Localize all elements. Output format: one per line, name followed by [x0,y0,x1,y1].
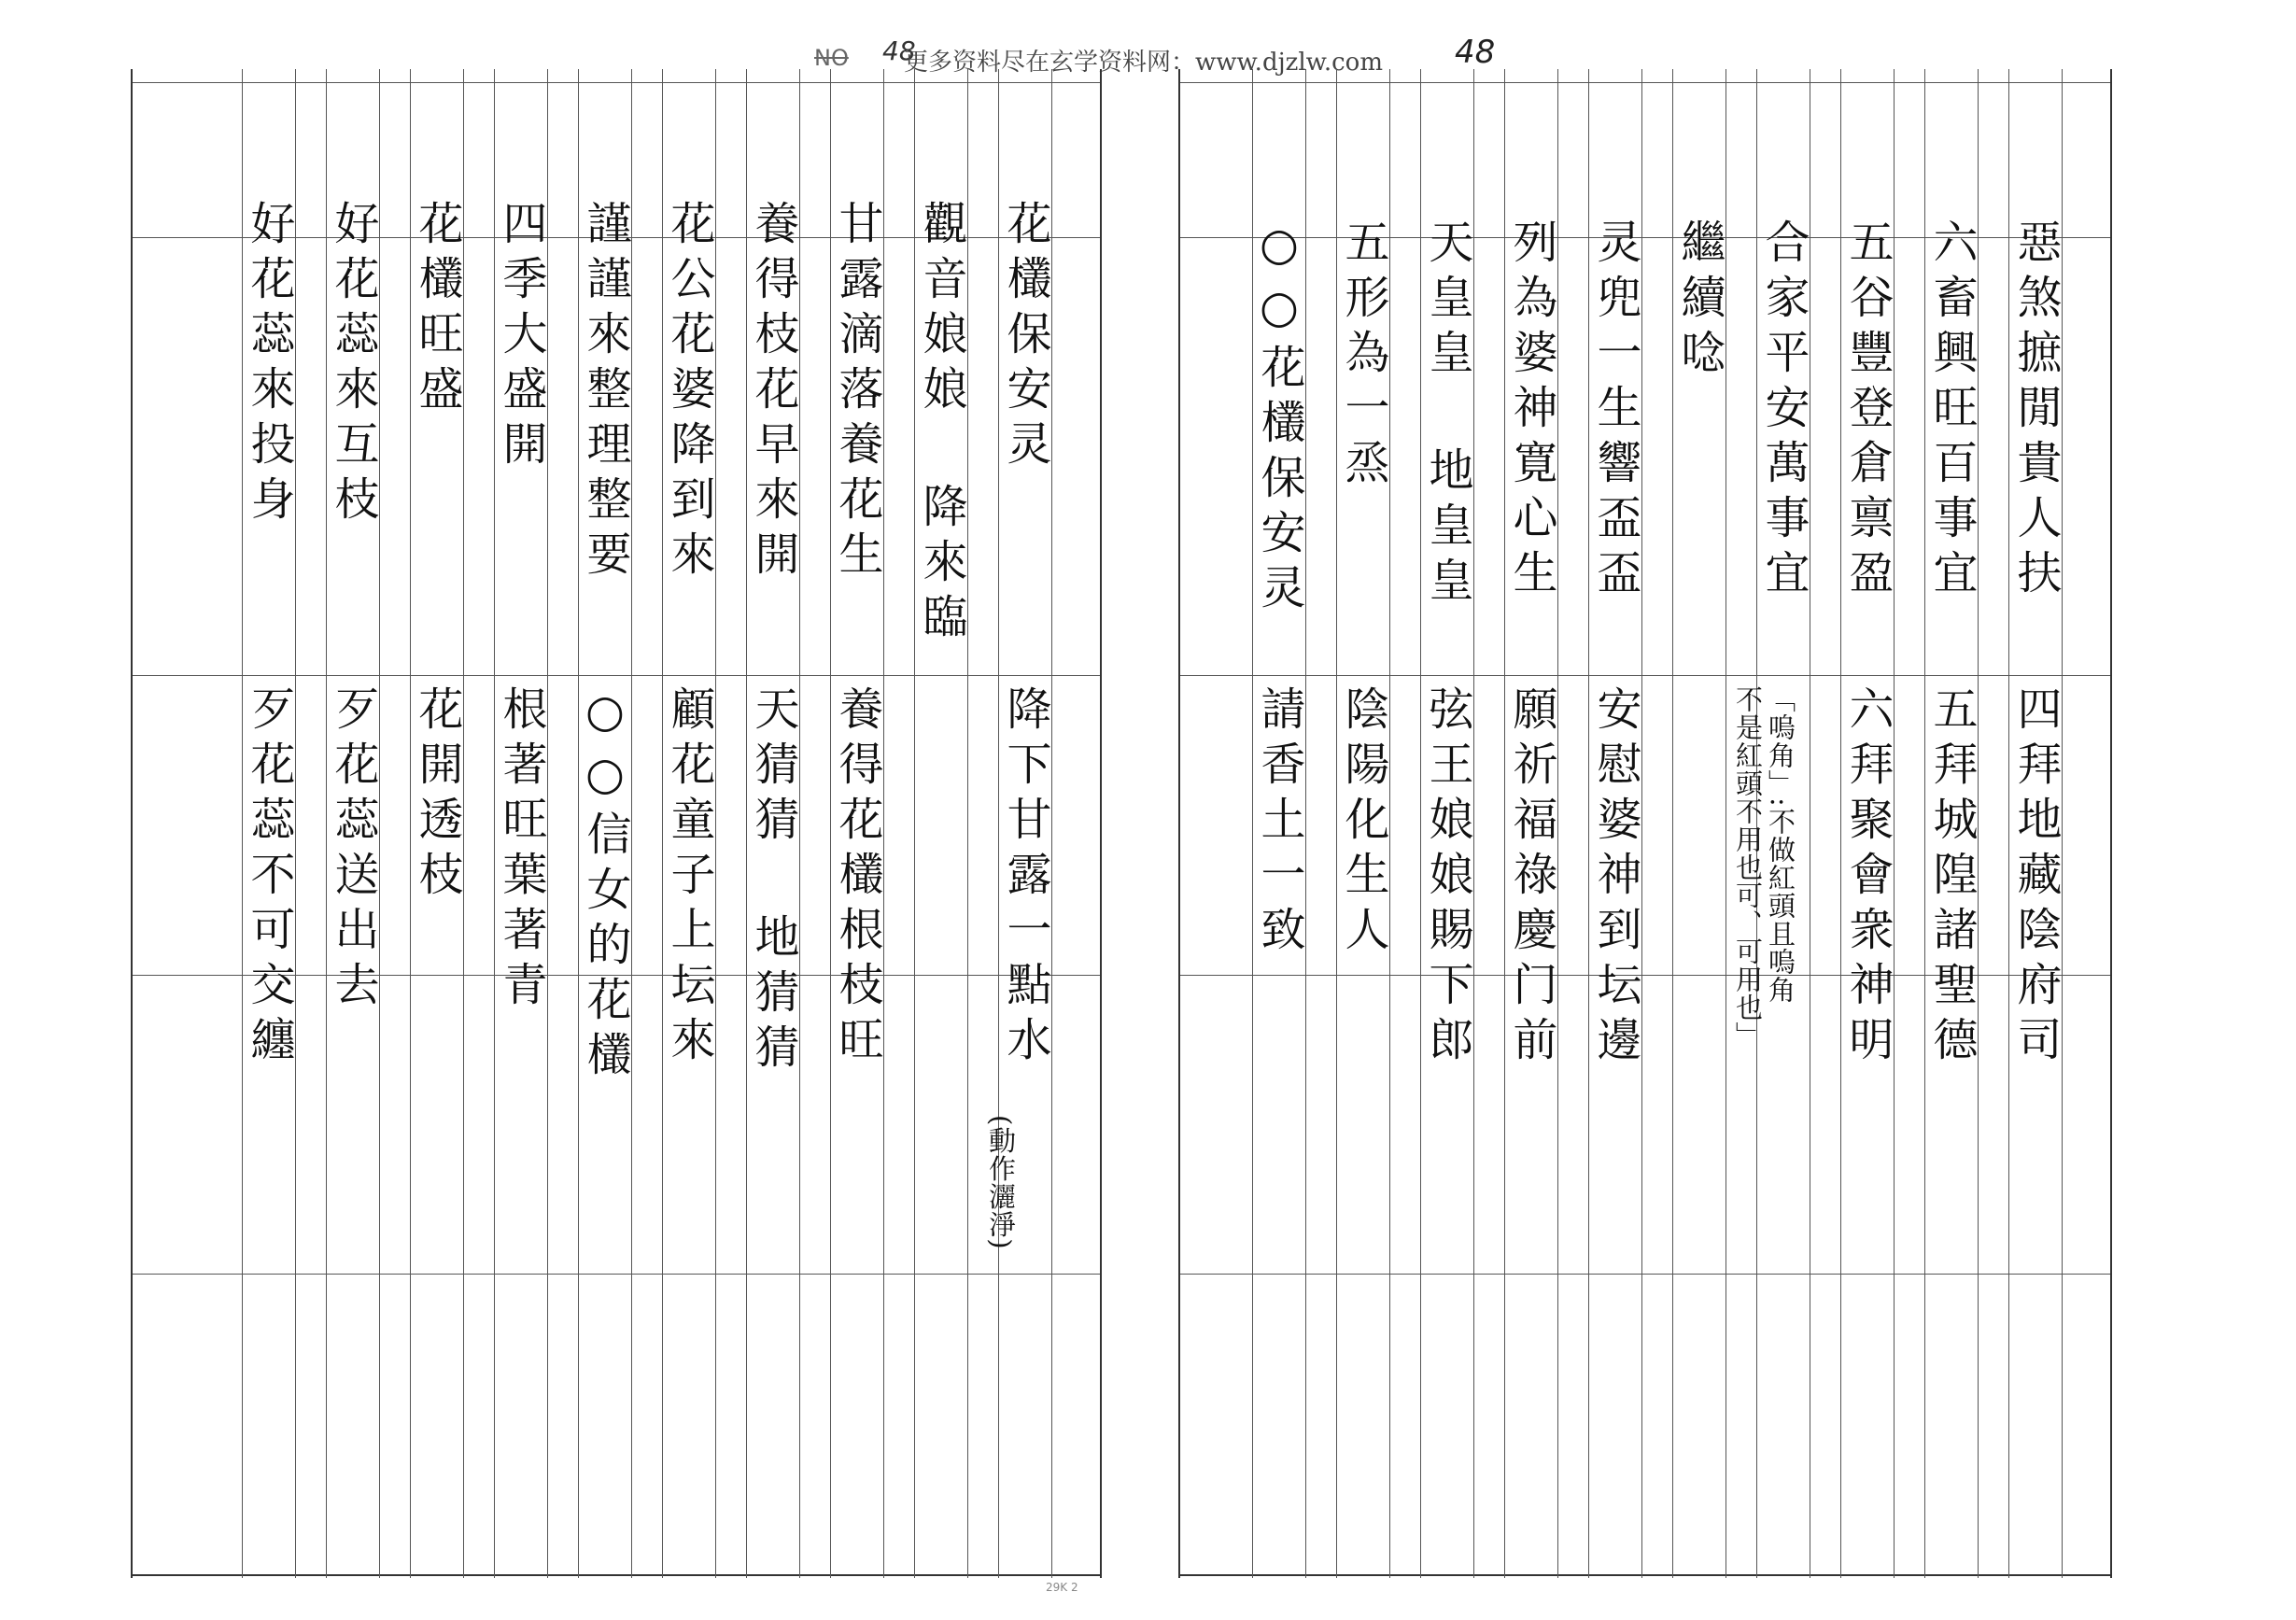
action-note: (動作灑淨) [985,1115,1017,1250]
verse-text: 歹花蕊送出去 [327,685,379,1016]
footer-code: 29K 2 [1046,1581,1078,1594]
column-top-verse [1505,218,1557,604]
text-column [494,69,548,1578]
column-bottom-verse [243,685,295,1071]
text-column [242,69,296,1578]
column-top-verse [663,200,715,585]
verse-text: 天猜猜 地猜猜 [747,685,799,1078]
verse-text: 弦王娘娘賜下郎 [1421,685,1473,1071]
column-top-verse [243,200,295,530]
column-top-verse [1925,218,1978,604]
text-column [1588,69,1642,1578]
horn-note-line-1: 「嗚角」:不做紅頭且嗚角 [1765,685,1796,1004]
verse-text: 合家平安萬事宜 [1757,218,1810,604]
text-column [1252,69,1306,1578]
text-column [1672,69,1726,1578]
manuscript-page-left [131,69,1102,1578]
verse-text: 惡煞摭閒貴人扶 [2009,218,2062,604]
column-bottom-verse [1505,685,1557,1071]
column-bottom-verse [999,685,1051,1071]
text-column [914,69,968,1578]
verse-text: 四拜地藏陰府司 [2009,685,2062,1071]
column-top-verse [2009,218,2062,604]
column-bottom-verse [663,685,715,1071]
verse-text: 謹謹來整理整要 [579,200,631,585]
text-column [746,69,800,1578]
column-bottom-verse [1925,685,1978,1071]
text-column [410,69,464,1578]
verse-text: 歹花蕊不可交纏 [243,685,295,1071]
verse-text: 花公花婆降到來 [663,200,715,585]
text-column [662,69,716,1578]
text-column [830,69,884,1578]
column-top-verse [1841,218,1894,604]
page-no-label: NO [814,45,849,71]
page-number: 48 [1455,34,1496,71]
horn-note-line-2: 不是紅頭不用也可、可用也」 [1732,685,1764,1049]
column-bottom-verse [579,685,631,1086]
column-top-verse [411,200,463,420]
column-top-verse [915,200,967,648]
verse-text: 天皇皇 地皇皇 [1421,218,1473,612]
column-top-verse [579,200,631,585]
verse-text: 安慰婆神到坛邊 [1589,685,1641,1071]
page-number-handwritten: 48 [882,35,916,66]
verse-text: 好花蕊來互枝 [327,200,379,530]
text-column [1924,69,1979,1578]
column-top-verse [1757,218,1810,604]
verse-text: 請香土一致 [1253,685,1305,961]
text-column [1420,69,1474,1578]
column-top-verse [1253,218,1305,619]
verse-text: 五谷豐登倉禀盈 [1841,218,1894,604]
column-bottom-verse [327,685,379,1016]
text-column [578,69,632,1578]
verse-text: 降下甘露一點水 [999,685,1051,1071]
column-top-verse [1673,218,1726,384]
column-bottom-verse [1589,685,1641,1071]
verse-text: 四季大盛開 [495,200,547,475]
verse-text: 願祈福祿慶门前 [1505,685,1557,1071]
text-column [1840,69,1895,1578]
column-top-verse [999,200,1051,475]
column-top-verse [495,200,547,475]
column-top-verse [1337,218,1389,494]
text-column [1504,69,1558,1578]
watermark-text: 更多资料尽在玄学资料网：www.djzlw.com [904,49,1383,77]
text-column [2008,69,2063,1578]
verse-text: 灵兜一生響盃盃 [1589,218,1641,604]
column-bottom-verse [831,685,883,1071]
verse-text: ○○信女的花欉 [579,685,631,1086]
verse-text: 根著旺葉著青 [495,685,547,1016]
verse-text: 五拜城隍諸聖德 [1925,685,1978,1071]
verse-text: 花欉旺盛 [411,200,463,420]
verse-text: 養得枝花早來開 [747,200,799,585]
verse-text: 顧花童子上坛來 [663,685,715,1071]
verse-text: 好花蕊來投身 [243,200,295,530]
text-column [326,69,380,1578]
column-top-verse [747,200,799,585]
verse-text: 甘露滴落養花生 [831,200,883,585]
verse-text: 五形為一烝 [1337,218,1389,494]
column-top-verse [831,200,883,585]
column-top-verse [1589,218,1641,604]
text-column [998,69,1052,1578]
verse-text: 繼續唸 [1673,218,1726,384]
verse-text: 花開透枝 [411,685,463,906]
column-top-verse [327,200,379,530]
column-bottom-verse [747,685,799,1078]
text-column [1336,69,1390,1578]
verse-text: 養得花欉根枝旺 [831,685,883,1071]
verse-text: 列為婆神寛心生 [1505,218,1557,604]
manuscript-page-right [1178,69,2112,1578]
verse-text: 花欉保安灵 [999,200,1051,475]
verse-text: 陰陽化生人 [1337,685,1389,961]
column-bottom-verse [1337,685,1389,961]
column-bottom-verse [495,685,547,1016]
column-bottom-verse [1841,685,1894,1071]
column-bottom-verse [1421,685,1473,1071]
verse-text: 六拜聚會衆神明 [1841,685,1894,1071]
column-bottom-verse [2009,685,2062,1071]
column-bottom-verse [411,685,463,906]
column-bottom-verse [1253,685,1305,961]
verse-text: ○○花欉保安灵 [1253,218,1305,619]
column-top-verse [1421,218,1473,612]
verse-text: 觀音娘娘 降來臨 [915,200,967,648]
verse-text: 六畜興旺百事宜 [1925,218,1978,604]
